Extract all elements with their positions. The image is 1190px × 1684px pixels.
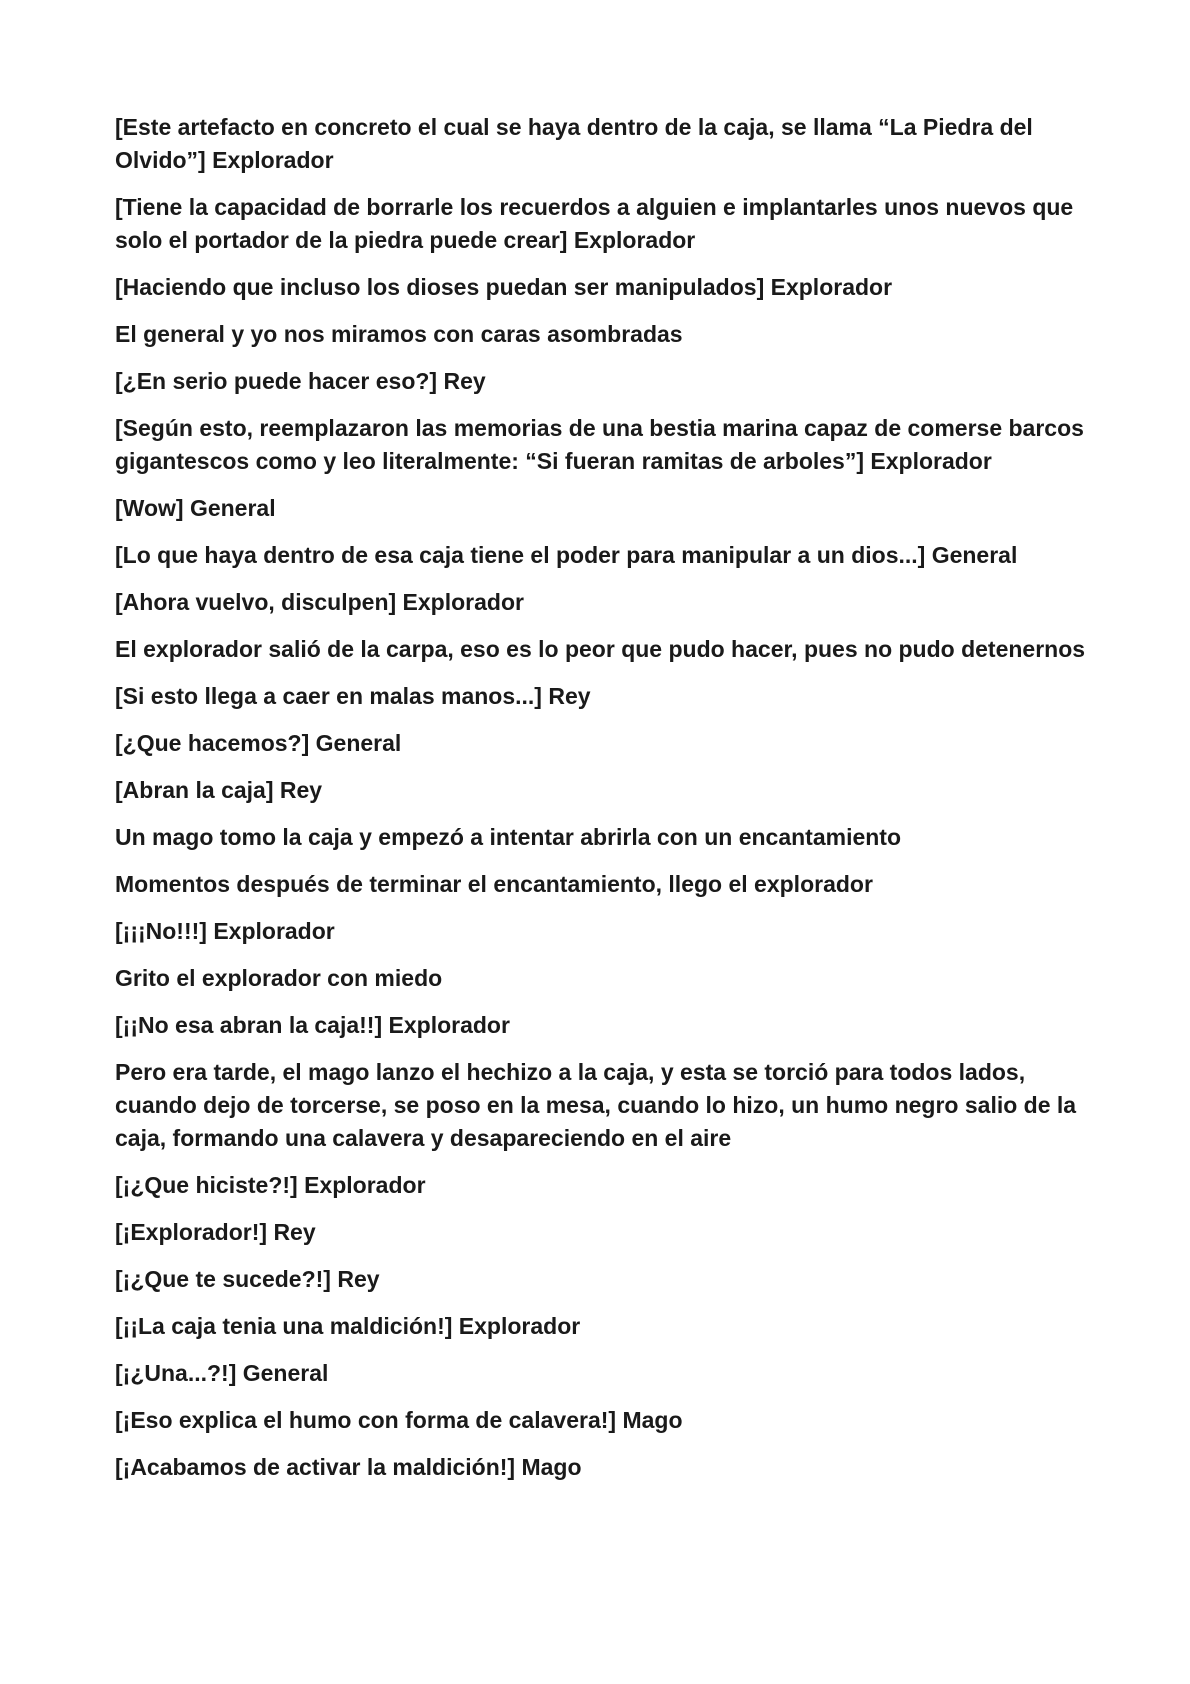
paragraph-11: [Si esto llega a caer en malas manos...] Rey: [115, 683, 591, 709]
paragraph-13: [Abran la caja] Rey: [115, 777, 323, 803]
paragraph-18: [¡¡No esa abran la caja!!] Explorador: [115, 1012, 510, 1038]
paragraph-10: El explorador salió de la carpa, eso es lo peor que pudo hacer, pues no pudo detenernos: [115, 636, 1086, 662]
paragraph-1: [Este artefacto en concreto el cual se haya dentro de la caja, se llama “La Piedra del Olvido”] Explorador: [115, 114, 1033, 173]
paragraph-3: [Haciendo que incluso los dioses puedan ser manipulados] Explorador: [115, 274, 893, 300]
paragraph-6: [Según esto, reemplazaron las memorias de una bestia marina capaz de comerse barcos gigantescos como y leo literalmente: “Si fueran ramitas de arboles”] Explorador: [115, 415, 1084, 474]
paragraph-23: [¡¡La caja tenia una maldición!] Explorador: [115, 1313, 581, 1339]
paragraph-12: [¿Que hacemos?] General: [115, 730, 402, 756]
paragraph-8: [Lo que haya dentro de esa caja tiene el poder para manipular a un dios...] General: [115, 542, 1018, 568]
paragraph-5: [¿En serio puede hacer eso?] Rey: [115, 368, 486, 394]
paragraph-24: [¡¿Una...?!] General: [115, 1360, 329, 1386]
paragraph-16: [¡¡¡No!!!] Explorador: [115, 918, 335, 944]
paragraph-21: [¡Explorador!] Rey: [115, 1219, 316, 1245]
paragraph-7: [Wow] General: [115, 495, 276, 521]
paragraph-15: Momentos después de terminar el encantamiento, llego el explorador: [115, 871, 873, 897]
paragraph-9: [Ahora vuelvo, disculpen] Explorador: [115, 589, 524, 615]
paragraph-22: [¡¿Que te sucede?!] Rey: [115, 1266, 380, 1292]
paragraph-14: Un mago tomo la caja y empezó a intentar abrirla con un encantamiento: [115, 824, 902, 850]
paragraph-20: [¡¿Que hiciste?!] Explorador: [115, 1172, 426, 1198]
paragraph-4: El general y yo nos miramos con caras asombradas: [115, 321, 683, 347]
paragraph-2: [Tiene la capacidad de borrarle los recuerdos a alguien e implantarles unos nuevos que solo el portador de la piedra puede crear] Explorador: [115, 194, 1074, 253]
paragraph-19: Pero era tarde, el mago lanzo el hechizo a la caja, y esta se torció para todos lados, cuando dejo de torcerse, se poso en la mesa, cuando lo hizo, un humo negro salio de la caja, formando una calavera y desapareciendo en el aire: [115, 1059, 1077, 1151]
paragraph-17: Grito el explorador con miedo: [115, 965, 443, 991]
document-body: [115, 111, 1095, 1498]
paragraph-26: [¡Acabamos de activar la maldición!] Mago: [115, 1454, 582, 1480]
paragraph-25: [¡Eso explica el humo con forma de calavera!] Mago: [115, 1407, 683, 1433]
